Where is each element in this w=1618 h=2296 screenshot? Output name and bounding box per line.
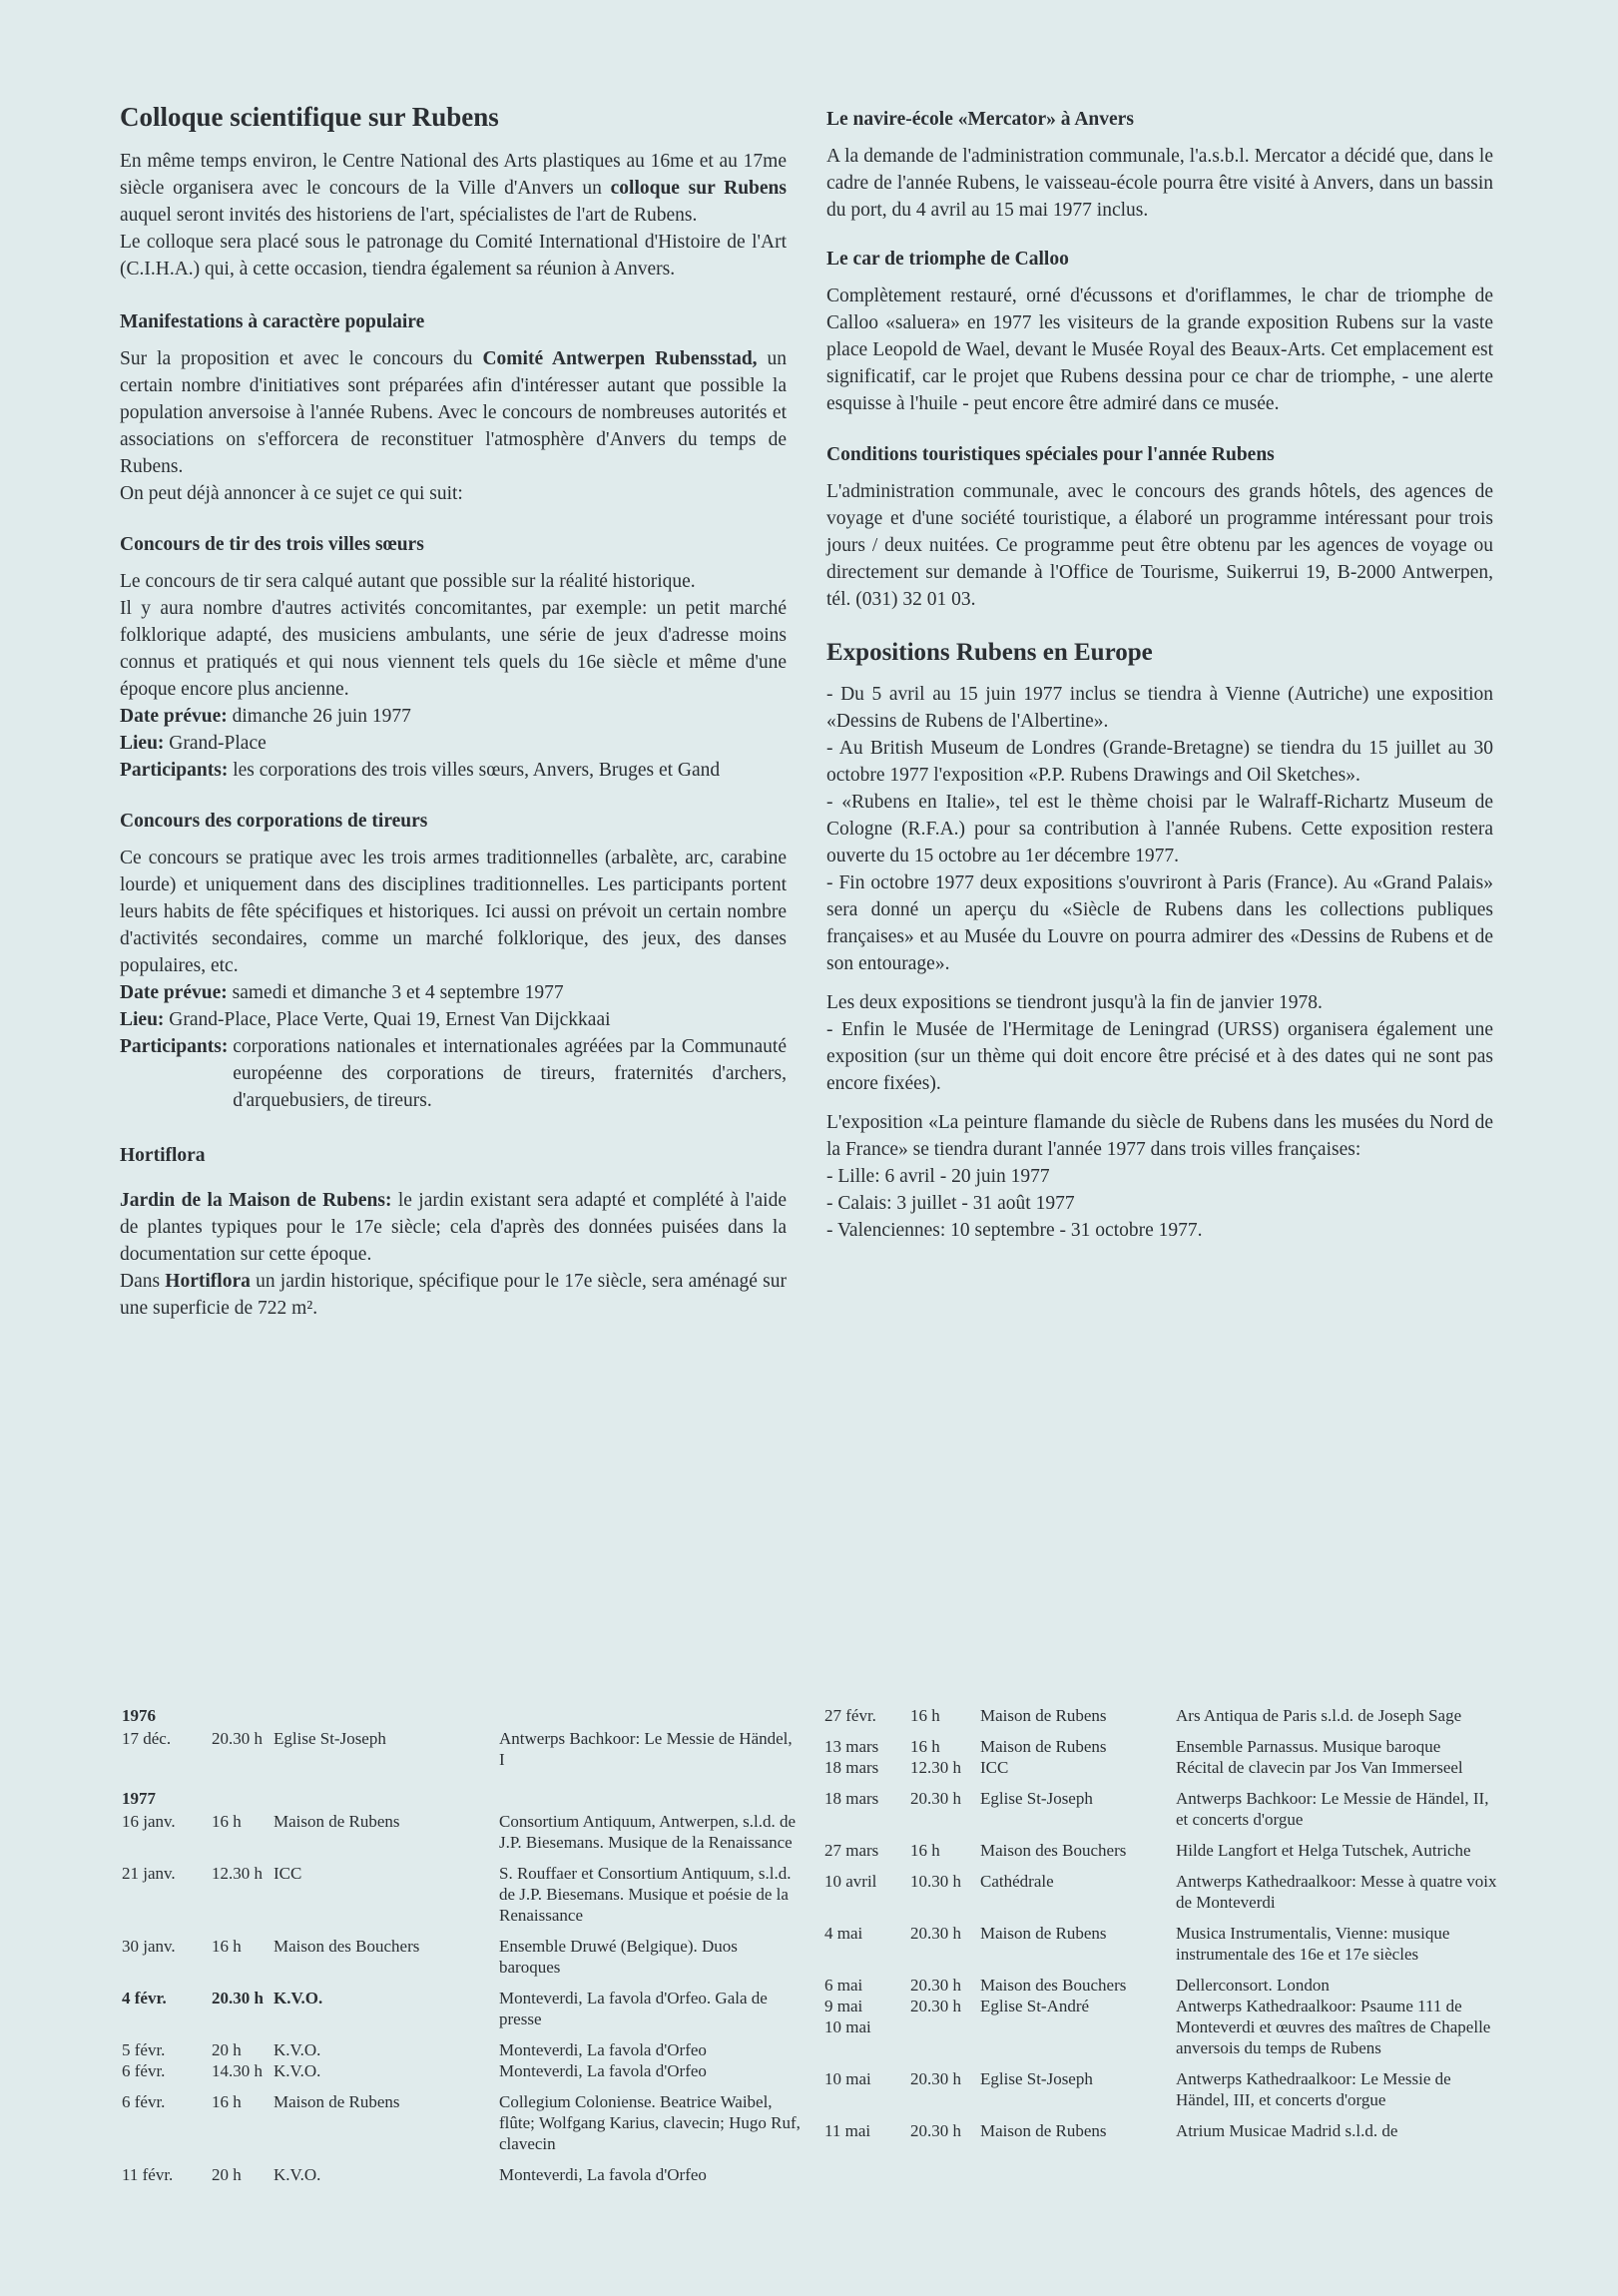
- schedule-desc: Monteverdi, La favola d'Orfeo: [499, 2040, 707, 2059]
- schedule-desc: Ensemble Parnassus. Musique baroque: [1176, 1737, 1441, 1756]
- schedule-date: 16 janv.: [122, 1812, 176, 1831]
- tir-date-value: dimanche 26 juin 1977: [232, 706, 411, 727]
- tir-participants-label: Participants:: [120, 760, 234, 781]
- schedule-time: 12.30 h: [212, 1864, 263, 1883]
- schedule-place: K.V.O.: [273, 2061, 321, 2080]
- schedule-time: 20.30 h: [910, 1997, 961, 2015]
- schedule-date: 21 janv.: [122, 1864, 176, 1883]
- schedule-row: [824, 1975, 1503, 1996]
- schedule-row: [122, 2060, 801, 2081]
- schedule-date: 6 févr.: [122, 2092, 166, 2111]
- schedule-date: 11 févr.: [122, 2165, 174, 2184]
- schedule-row: [824, 1996, 1503, 2058]
- schedule-date: 4 mai: [824, 1924, 863, 1943]
- schedule-date: 5 févr.: [122, 2040, 166, 2059]
- tir-date-label: Date prévue:: [120, 706, 233, 727]
- schedule-place: ICC: [273, 1864, 302, 1883]
- schedule-place: Maison de Rubens: [980, 1737, 1107, 1756]
- schedule-time: 20 h: [212, 2165, 242, 2184]
- manif-heading: Manifestations à caractère populaire: [120, 311, 425, 332]
- expos-item-2: - Au British Museum de Londres (Grande-Bretagne) se tiendra du 15 juillet au 30 octobre 1977 l'exposition «P.P. Rubens Drawings and Oil Sketches».: [826, 738, 1493, 786]
- tir-lieu-label: Lieu:: [120, 733, 170, 754]
- corpo-lieu: [120, 1006, 787, 1033]
- expos-item-7: L'exposition «La peinture flamande du siècle de Rubens dans les musées du Nord de la France» se tiendra durant l'année 1977 dans trois villes françaises:: [826, 1112, 1493, 1160]
- schedule-time: 16 h: [212, 2092, 242, 2111]
- schedule-desc: Antwerps Kathedraalkoor: Psaume 111 de Monteverdi et œuvres des maîtres de Chapelle anversois du temps de Rubens: [1176, 1997, 1491, 2057]
- colloque-emphasis: colloque sur Rubens: [610, 178, 787, 199]
- schedule-desc: Ensemble Druwé (Belgique). Duos baroques: [499, 1937, 738, 1977]
- tourist-heading: Conditions touristiques spéciales pour l'année Rubens: [826, 444, 1275, 465]
- schedule-date: 11 mai: [824, 2121, 871, 2140]
- schedule-time: 12.30 h: [910, 1758, 961, 1777]
- expos-heading: Expositions Rubens en Europe: [826, 639, 1153, 666]
- corpo-participants-value: corporations nationales et internationales agréées par la Communauté européenne des corporations de tireurs, fraternités d'archers, d'arquebusiers, de tireurs.: [233, 1036, 787, 1111]
- schedule-place: Eglise St-Joseph: [980, 1789, 1093, 1808]
- schedule-right-rows: [824, 1705, 1503, 2141]
- schedule-desc: Monteverdi, La favola d'Orfeo: [499, 2165, 707, 2184]
- mercator-heading: Le navire-école «Mercator» à Anvers: [826, 109, 1134, 130]
- schedule-desc: Consortium Antiquum, Antwerpen, s.l.d. de J.P. Biesemans. Musique de la Renaissance: [499, 1812, 797, 1852]
- schedule-place: Maison de Rubens: [980, 2121, 1107, 2140]
- schedule-date: 27 mars: [824, 1841, 879, 1860]
- schedule-date: 9 mai 10 mai: [824, 1997, 871, 2036]
- schedule-time: 14.30 h: [212, 2061, 263, 2080]
- hort-emphasis: Jardin de la Maison de Rubens:: [120, 1190, 392, 1211]
- tir-heading: Concours de tir des trois villes sœurs: [120, 534, 424, 555]
- hort-paragraph: [120, 1187, 787, 1268]
- schedule-time: 16 h: [910, 1841, 940, 1860]
- mercator-paragraph: A la demande de l'administration communale, l'a.s.b.l. Mercator a décidé que, dans le cadre de l'année Rubens, le vaisseau-école pourra être visité à Anvers, dans un bassin du port, du 4 avril au 15 mai 1977 inclus.: [826, 146, 1493, 221]
- schedule-row: [122, 2164, 801, 2185]
- left-column: [120, 100, 787, 1322]
- schedule-row: [122, 2091, 801, 2154]
- schedule-date: 6 mai: [824, 1976, 863, 1995]
- schedule-row: [122, 1811, 801, 1853]
- schedule-date: 18 mars: [824, 1758, 879, 1777]
- schedule-place: K.V.O.: [273, 1989, 323, 2008]
- schedule-row: [824, 1757, 1503, 1778]
- schedule-desc: Ars Antiqua de Paris s.l.d. de Joseph Sage: [1176, 1706, 1462, 1725]
- schedule-time: 20.30 h: [212, 1729, 263, 1748]
- colloque-paragraph: [120, 148, 787, 229]
- schedule-place: Maison de Rubens: [273, 2092, 400, 2111]
- schedule-place: Maison des Bouchers: [980, 1841, 1127, 1860]
- schedule-date: 18 mars: [824, 1789, 879, 1808]
- year-1976: 1976: [122, 1706, 156, 1725]
- schedule-time: 20.30 h: [910, 1924, 961, 1943]
- corpo-participants: [120, 1033, 787, 1114]
- schedule-row: [824, 1871, 1503, 1913]
- tir-paragraph: Le concours de tir sera calqué autant que possible sur la réalité historique.: [120, 571, 696, 592]
- schedule-date: 13 mars: [824, 1737, 879, 1756]
- schedule-desc: Récital de clavecin par Jos Van Immerseel: [1176, 1758, 1463, 1777]
- expos-item-1: - Du 5 avril au 15 juin 1977 inclus se tiendra à Vienne (Autriche) une exposition «Dessins de Rubens de l'Albertine».: [826, 684, 1493, 732]
- corpo-date-value: samedi et dimanche 3 et 4 septembre 1977: [232, 982, 564, 1003]
- schedule-row: [824, 1705, 1503, 1726]
- spacer: [826, 977, 1493, 989]
- hort-text-2-end: un jardin historique, spécifique pour le 17e siècle, sera aménagé sur une superficie de 722 m².: [120, 1271, 787, 1319]
- schedule-row: [122, 1936, 801, 1978]
- schedule-date: 10 avril: [824, 1872, 877, 1891]
- schedule-place: Maison de Rubens: [980, 1924, 1107, 1943]
- calloo-heading: Le car de triomphe de Calloo: [826, 249, 1069, 270]
- colloque-heading: Colloque scientifique sur Rubens: [120, 102, 499, 132]
- tir-lieu: [120, 730, 787, 757]
- corpo-date: [120, 979, 787, 1006]
- expos-item-6: - Enfin le Musée de l'Hermitage de Leningrad (URSS) organisera également une exposition (sur un thème qui doit encore être précisé et à des dates qui ne sont pas encore fixées).: [826, 1019, 1493, 1094]
- hort-emphasis-2: Hortiflora: [165, 1271, 251, 1292]
- corpo-heading: Concours des corporations de tireurs: [120, 811, 428, 832]
- schedule-1976-rows: [122, 1728, 801, 1770]
- schedule-time: 16 h: [910, 1706, 940, 1725]
- manif-text-end: un certain nombre d'initiatives sont préparées afin d'intéresser autant que possible la population anversoise à l'année Rubens. Avec le concours de nombreuses autorités et associations on s'efforcera de reconstituer l'atmosphère d'Anvers du temps de Rubens.: [120, 348, 788, 477]
- schedule-time: 10.30 h: [910, 1872, 961, 1891]
- schedule-desc: Musica Instrumentalis, Vienne: musique instrumentale des 16e et 17e siècles: [1176, 1924, 1450, 1964]
- schedule-left: [122, 1705, 801, 2195]
- schedule-time: 16 h: [212, 1937, 242, 1956]
- schedule-row: [824, 2068, 1503, 2110]
- expos-item-4: - Fin octobre 1977 deux expositions s'ouvriront à Paris (France). Au «Grand Palais» sera donné un aperçu du «Siècle de Rubens dans les collections publiques françaises» et au Musée du Louvre on pourra admirer des «Dessins de Rubens et de son entourage».: [826, 872, 1493, 974]
- expos-item-9: - Calais: 3 juillet - 31 août 1977: [826, 1193, 1075, 1214]
- schedule-desc: Dellerconsort. London: [1176, 1976, 1330, 1995]
- schedule-desc: Antwerps Kathedraalkoor: Le Messie de Händel, III, et concerts d'orgue: [1176, 2069, 1451, 2109]
- hort-text-2: Dans: [120, 1271, 166, 1292]
- expos-item-8: - Lille: 6 avril - 20 juin 1977: [826, 1166, 1050, 1187]
- colloque-text: En même temps environ, le Centre National des Arts plastiques au 16me et au 17me siècle organisera avec le concours de la Ville d'Anvers un: [120, 151, 787, 199]
- schedule-time: 20 h: [212, 2040, 242, 2059]
- schedule-time: 16 h: [910, 1737, 940, 1756]
- tir-lieu-value: Grand-Place: [169, 733, 267, 754]
- schedule-time: 20.30 h: [910, 2069, 961, 2088]
- schedule-row: [824, 1923, 1503, 1965]
- tourist-paragraph: L'administration communale, avec le concours des grands hôtels, des agences de voyage et d'une société touristique, a élaboré un programme intéressant pour trois jours / deux nuitées. Ce programme peut être obtenu par les agences de voyage ou directement sur demande à l'Office de Tourisme, Suikerrui 19, B-2000 Antwerpen, tél. (031) 32 01 03.: [826, 481, 1493, 610]
- schedule-desc: Antwerps Bachkoor: Le Messie de Händel, II, et concerts d'orgue: [1176, 1789, 1489, 1829]
- spacer: [826, 1097, 1493, 1109]
- corpo-date-label: Date prévue:: [120, 982, 233, 1003]
- schedule-desc: Monteverdi, La favola d'Orfeo: [499, 2061, 707, 2080]
- schedule-desc: S. Rouffaer et Consortium Antiquum, s.l.d. de J.P. Biesemans. Musique et poésie de la Renaissance: [499, 1864, 792, 1925]
- schedule-row: [824, 1736, 1503, 1757]
- schedule-time: 20.30 h: [910, 2121, 961, 2140]
- corpo-lieu-value: Grand-Place, Place Verte, Quai 19, Ernest Van Dijckkaai: [169, 1009, 611, 1030]
- colloque-paragraph-2: Le colloque sera placé sous le patronage du Comité International d'Histoire de l'Art (C.I.H.A.) qui, à cette occasion, tiendra également sa réunion à Anvers.: [120, 232, 787, 280]
- schedule-place: Maison de Rubens: [980, 1706, 1107, 1725]
- hort-heading: Hortiflora: [120, 1145, 206, 1166]
- schedule-date: 4 févr.: [122, 1989, 167, 2008]
- schedule-row: [122, 1863, 801, 1926]
- schedule-date: 6 févr.: [122, 2061, 166, 2080]
- schedule-row: [122, 1728, 801, 1770]
- schedule-date: 30 janv.: [122, 1937, 176, 1956]
- manif-paragraph-2: On peut déjà annoncer à ce sujet ce qui suit:: [120, 483, 463, 504]
- manif-text: Sur la proposition et avec le concours du: [120, 348, 483, 369]
- schedule-row: [122, 2039, 801, 2060]
- schedule-desc: Monteverdi, La favola d'Orfeo. Gala de presse: [499, 1989, 768, 2028]
- schedule-row: [824, 1788, 1503, 1830]
- year-1977: 1977: [122, 1789, 156, 1808]
- right-column: [826, 100, 1493, 1244]
- schedule-desc: Hilde Langfort et Helga Tutschek, Autriche: [1176, 1841, 1471, 1860]
- expos-item-5: Les deux expositions se tiendront jusqu'à la fin de janvier 1978.: [826, 992, 1323, 1013]
- schedule-1977-rows: [122, 1811, 801, 2185]
- schedule-place: ICC: [980, 1758, 1009, 1777]
- colloque-text-end: auquel seront invités des historiens de l'art, spécialistes de l'art de Rubens.: [120, 205, 698, 226]
- schedule-desc: Antwerps Kathedraalkoor: Messe à quatre voix de Monteverdi: [1176, 1872, 1497, 1912]
- schedule-desc: Collegium Coloniense. Beatrice Waibel, flûte; Wolfgang Karius, clavecin; Hugo Ruf, clavecin: [499, 2092, 801, 2153]
- schedule-row: [824, 1840, 1503, 1861]
- schedule-place: Maison des Bouchers: [273, 1937, 420, 1956]
- tir-participants: [120, 757, 787, 784]
- corpo-participants-label: Participants:: [120, 1036, 234, 1057]
- schedule-time: 16 h: [212, 1812, 242, 1831]
- schedule-place: Maison des Bouchers: [980, 1976, 1127, 1995]
- schedule-date: 17 déc.: [122, 1729, 172, 1748]
- hort-text: le jardin existant sera adapté et complété à l'aide de plantes typiques pour le 17e siècle; cela d'après des données puisées dans la documentation sur cette époque.: [120, 1190, 788, 1265]
- expos-item-10: - Valenciennes: 10 septembre - 31 octobre 1977.: [826, 1220, 1203, 1241]
- schedule-place: Cathédrale: [980, 1872, 1054, 1891]
- schedule-date: 10 mai: [824, 2069, 871, 2088]
- manif-paragraph: [120, 345, 787, 480]
- schedule-desc: Atrium Musicae Madrid s.l.d. de: [1176, 2121, 1398, 2140]
- calloo-paragraph: Complètement restauré, orné d'écussons et d'oriflammes, le char de triomphe de Calloo «saluera» en 1977 les visiteurs de la grande exposition Rubens sur la vaste place Leopold de Wael, devant le Musée Royal des Beaux-Arts. Cet emplacement est significatif, car le projet que Rubens dessina pour ce char de triomphe, - une alerte esquisse à l'huile - peut encore être admiré dans ce musée.: [826, 286, 1493, 414]
- tir-paragraph-2: Il y aura nombre d'autres activités concomitantes, par exemple: un petit marché folklorique adapté, des musiciens ambulants, une série de jeux d'adresse moins connus et pratiqués et qui nous viennent tels quels du 16e siècle et même d'une époque encore plus ancienne.: [120, 598, 787, 700]
- schedule-place: Maison de Rubens: [273, 1812, 400, 1831]
- schedule-time: 20.30 h: [910, 1976, 961, 1995]
- schedule-place: K.V.O.: [273, 2165, 321, 2184]
- schedule-time: 20.30 h: [910, 1789, 961, 1808]
- schedule-time: 20.30 h: [212, 1989, 264, 2008]
- schedule-right: [824, 1705, 1503, 2151]
- schedule-place: Eglise St-André: [980, 1997, 1090, 2015]
- corpo-paragraph: Ce concours se pratique avec les trois armes traditionnelles (arbalète, arc, carabine lourde) et uniquement dans des disciplines traditionnelles. Les participants portent leurs habits de fête spécifiques et historiques. Ici aussi on prévoit un certain nombre d'activités secondaires, comme un marché folklorique, des jeux, des danses populaires, etc.: [120, 848, 787, 976]
- schedule-date: 27 févr.: [824, 1706, 876, 1725]
- corpo-lieu-label: Lieu:: [120, 1009, 170, 1030]
- hort-paragraph-2: [120, 1268, 787, 1322]
- tir-participants-value: les corporations des trois villes sœurs, Anvers, Bruges et Gand: [233, 760, 721, 781]
- schedule-desc: Antwerps Bachkoor: Le Messie de Händel, I: [499, 1729, 793, 1769]
- tir-date: [120, 703, 787, 730]
- manif-emphasis: Comité Antwerpen Rubensstad,: [482, 348, 758, 369]
- schedule-row: [122, 1988, 801, 2029]
- schedule-place: K.V.O.: [273, 2040, 321, 2059]
- schedule-place: Eglise St-Joseph: [273, 1729, 386, 1748]
- schedule-row: [824, 2120, 1503, 2141]
- schedule-place: Eglise St-Joseph: [980, 2069, 1093, 2088]
- expos-item-3: - «Rubens en Italie», tel est le thème choisi par le Walraff-Richartz Museum de Cologne (R.F.A.) pour sa contribution à l'année Rubens. Cette exposition restera ouverte du 15 octobre au 1er décembre 1977.: [826, 792, 1493, 866]
